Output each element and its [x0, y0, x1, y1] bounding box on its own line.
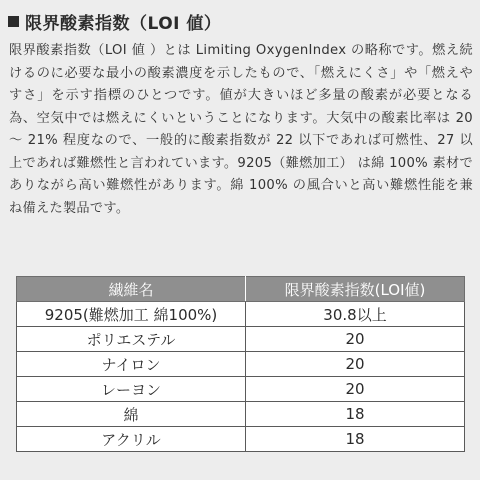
- table-row: [17, 327, 465, 352]
- fiber-name-cell: レーヨン: [17, 377, 246, 402]
- loi-value-cell: 18: [246, 427, 465, 452]
- fiber-name-cell: ナイロン: [17, 352, 246, 377]
- loi-value-cell: 20: [246, 327, 465, 352]
- header-loi-value: 限界酸素指数(LOI値): [246, 277, 465, 302]
- loi-value-cell: 18: [246, 402, 465, 427]
- table-row: [17, 352, 465, 377]
- fiber-name-cell: アクリル: [17, 427, 246, 452]
- table-row: [17, 427, 465, 452]
- loi-table: [16, 276, 465, 452]
- loi-value-cell: 20: [246, 377, 465, 402]
- section-heading: [8, 9, 221, 34]
- table-row: [17, 402, 465, 427]
- fiber-name-cell: 9205(難燃加工 綿100%): [17, 302, 246, 327]
- fiber-name-cell: 綿: [17, 402, 246, 427]
- fiber-name-cell: ポリエステル: [17, 327, 246, 352]
- description-paragraph: 限界酸素指数（LOI 値 ）とは Limiting OxygenIndex の略称です。燃え続けるのに必要な最小の酸素濃度を示したもので、「燃えにくさ」や「燃えやすさ」を示す指標のひとつです。値が大きいほど多量の酸素が必要となる為、空気中では燃えにくいということになります。大気中の酸素比率は 20 ～ 21% 程度なので、一般的に酸素指数が 22 以下であれば可燃性、27 以上であれば難燃性と言われています。9205（難燃加工） は綿 100% 素材でありながら高い難燃性があります。綿 100% の風合いと高い難燃性能を兼ね備えた製品です。: [9, 43, 473, 216]
- table-row: [17, 302, 465, 327]
- table-row: [17, 377, 465, 402]
- loi-value-cell: 30.8以上: [246, 302, 465, 327]
- heading-text: 限界酸素指数（LOI 値）: [25, 14, 222, 34]
- loi-value-cell: 20: [246, 352, 465, 377]
- header-fiber-name: 繊維名: [17, 277, 246, 302]
- table-header-row: [17, 277, 465, 302]
- square-bullet-icon: [8, 16, 19, 27]
